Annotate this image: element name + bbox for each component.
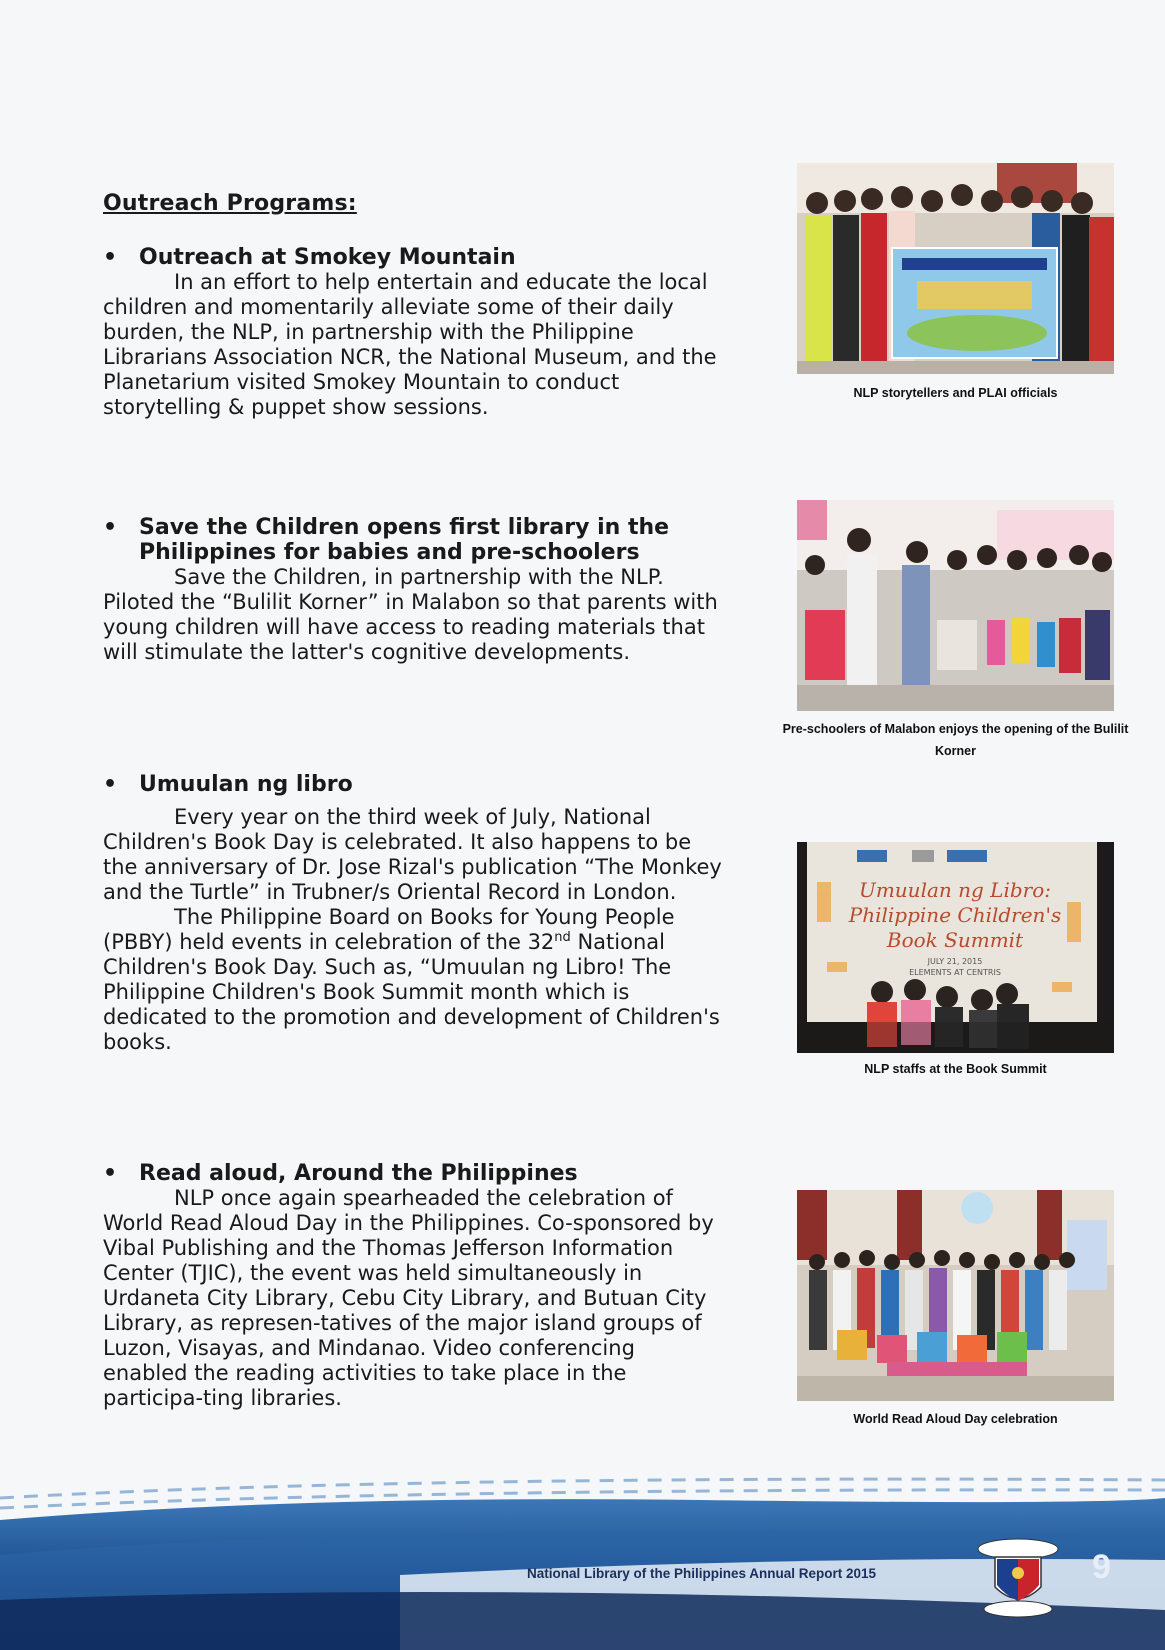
section-read-aloud <box>103 1161 723 1411</box>
screen-line: Book Summit <box>886 928 1024 952</box>
photo-read-aloud <box>797 1190 1114 1401</box>
page-number: 9 <box>1092 1548 1111 1586</box>
ordinal-suffix: nd <box>554 930 571 945</box>
photo-bulilit-korner-image <box>797 500 1114 711</box>
section-title <box>103 772 723 797</box>
photo-book-summit <box>797 842 1114 1053</box>
photo-caption: NLP storytellers and PLAI officials <box>853 386 1058 400</box>
photo-caption: World Read Aloud Day celebration <box>853 1412 1058 1426</box>
photo-storytellers-image <box>797 163 1114 374</box>
ordinal-number: 32 <box>527 930 555 954</box>
photo-book-summit-image <box>797 842 1114 1053</box>
section-paragraph: In an effort to help entertain and educate the local children and momentarily alleviate some of their daily burden, the NLP, in partnership with the Philippine Librarians Association NCR, the National Museum, and the Planetarium visited Smokey Mountain to conduct storytelling & puppet show sessions. <box>103 270 717 419</box>
report-title: National Library of the Philippines Annual Report 2015 <box>527 1566 877 1581</box>
section-paragraph: Save the Children, in partnership with the NLP. Piloted the “Bulilit Korner” in Malabon so that parents with young children will have access to reading materials that will stimulate the latter's cognitive developments. <box>103 565 718 664</box>
bullet-icon: • <box>103 245 118 270</box>
screen-line: ELEMENTS AT CENTRIS <box>909 968 1001 977</box>
section-save-the-children <box>103 515 723 665</box>
photo-read-aloud-image <box>797 1190 1114 1401</box>
bullet-icon: • <box>103 515 118 540</box>
section-paragraph: NLP once again spearheaded the celebration of World Read Aloud Day in the Philippines. Co-sponsored by Vibal Publishing and the Thomas Jefferson Information Center (TJIC), the event was held simultaneously in Urdaneta City Library, Cebu City Library, and Butuan City Library, as represen-tatives of the major island groups of Luzon, Visayas, and Mindanao. Video conferencing enabled the reading activities to take place in the participa-ting libraries. <box>103 1186 714 1410</box>
photo-caption: Pre-schoolers of Malabon enjoys the opening of the Bulilit Korner <box>782 722 1129 758</box>
photo-bulilit-korner <box>797 500 1114 711</box>
section-title <box>103 515 723 565</box>
section-umuulan-ng-libro <box>103 772 723 1055</box>
screen-line: JULY 21, 2015 <box>927 957 983 966</box>
screen-line: Umuulan ng Libro: <box>858 878 1052 902</box>
section-paragraph: Every year on the third week of July, National Children's Book Day is celebrated. It also happens to be the anniversary of Dr. Jose Rizal's publication “The Monkey and the Turtle” in Trubner/s Oriental Record in London. <box>103 805 722 904</box>
bullet-icon: • <box>103 1161 118 1186</box>
bullet-icon: • <box>103 772 118 797</box>
screen-line: Philippine Children's <box>848 903 1062 927</box>
section-title <box>103 245 723 270</box>
section-paragraph <box>103 905 723 1055</box>
paragraph-text: National Children's Book Day. Such as, “Umuulan ng Libro! The Philippine Children's Book Summit month which is dedicated to the promotion and development of Children's books. <box>103 930 720 1054</box>
section-title-text: Umuulan ng libro <box>139 772 353 797</box>
section-heading: Outreach Programs: <box>103 191 357 216</box>
section-smokey-mountain <box>103 245 723 420</box>
photo-storytellers <box>797 163 1114 374</box>
paragraph-text: The Philippine Board on Books for Young People (PBBY) held events in celebration of the <box>103 905 675 954</box>
section-title-text: Read aloud, Around the Philippines <box>139 1161 578 1186</box>
nlp-seal-icon <box>975 1535 1061 1621</box>
section-title-text: Save the Children opens first library in the Philippines for babies and pre-schoolers <box>139 515 670 565</box>
photo-caption: NLP staffs at the Book Summit <box>864 1062 1047 1076</box>
section-title-text: Outreach at Smokey Mountain <box>139 245 516 270</box>
section-title <box>103 1161 723 1186</box>
